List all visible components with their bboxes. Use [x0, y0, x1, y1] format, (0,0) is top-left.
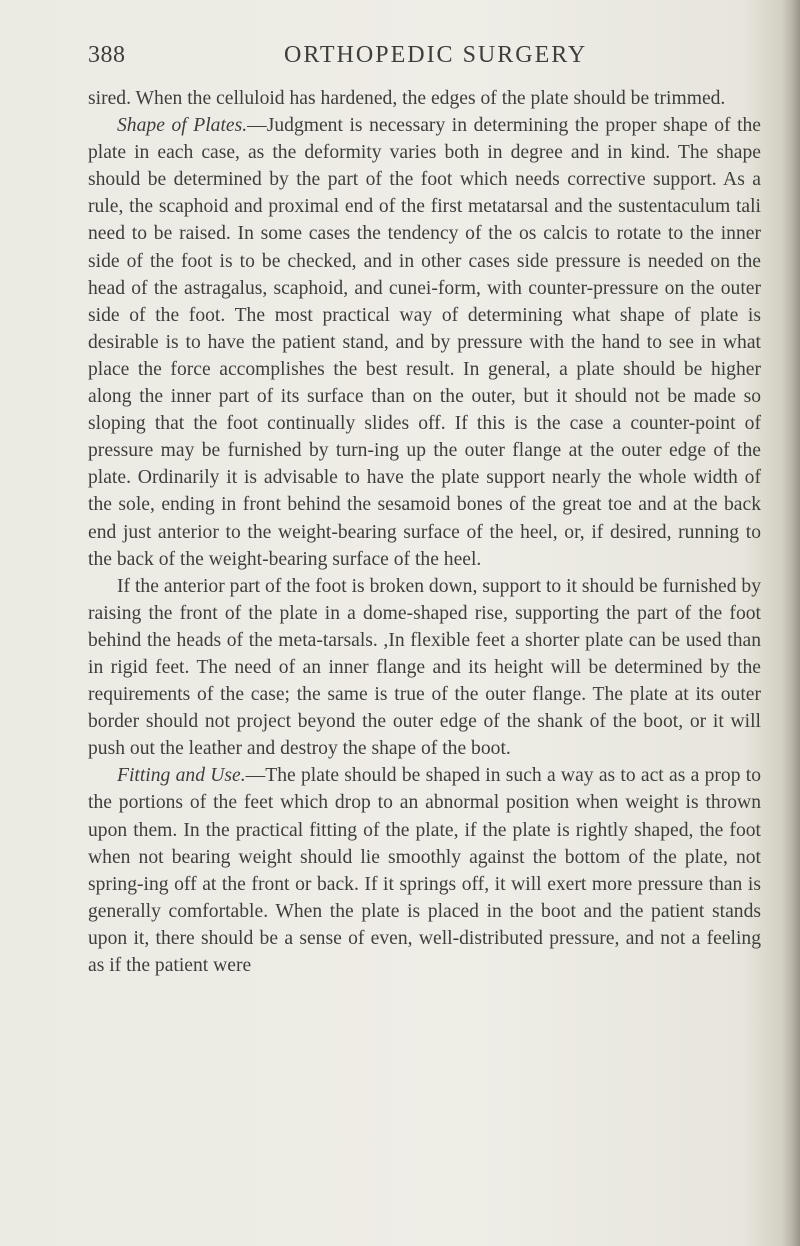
paragraph-anterior-support	[88, 573, 761, 763]
paragraph-fitting-and-use	[88, 762, 761, 979]
paragraph-shape-of-plates	[88, 112, 761, 573]
paragraph-continuation	[88, 85, 761, 112]
paragraph-text: sired. When the celluloid has hardened, the edges of the plate should be trimmed.	[88, 88, 726, 109]
paragraph-text: —The plate should be shaped in such a way as to act as a prop to the portions of the feet which drop to an abnormal position when weight is thrown upon them. In the practical fitting of the plate, if the plate is rightly shaped, the foot when not bearing weight should lie smoothly against the bottom of the plate, not spring-ing off at the front or back. If it springs off, it will exert more pressure than is generally comfortable. When the plate is placed in the boot and the patient stands upon it, there should be a sense of even, well-distributed pressure, and not a feeling as if the patient were	[88, 765, 761, 976]
run-in-heading-shape-of-plates: Shape of Plates.	[117, 115, 248, 137]
body-text	[88, 85, 761, 979]
page-number: 388	[88, 42, 126, 68]
page-edge-shadow	[782, 0, 800, 1246]
running-head	[88, 42, 750, 82]
run-in-heading-fitting-and-use: Fitting and Use.	[117, 765, 246, 787]
running-title: ORTHOPEDIC SURGERY	[284, 42, 588, 68]
paragraph-text: —Judgment is necessary in determining the proper shape of the plate in each case, as the deformity varies both in degree and in kind. The shape should be determined by the part of the foot which needs corrective support. As a rule, the scaphoid and proximal end of the first metatarsal and the sustentaculum tali need to be raised. In some cases the tendency of the os calcis to rotate to the inner side of the foot is to be checked, and in other cases side pressure is needed on the head of the astragalus, scaphoid, and cunei-form, with counter-pressure on the outer side of the foot. The most practical way of determining what shape of plate is desirable is to have the patient stand, and by pressure with the hand to see in what place the force accomplishes the best result. In general, a plate should be higher along the inner part of its surface than on the outer, but it should not be made so sloping that the foot continually slides off. If this is the case a counter-point of pressure may be furnished by turn-ing up the outer flange at the outer edge of the plate. Ordinarily it is advisable to have the plate support nearly the whole width of the sole, ending in front behind the sesamoid bones of the great toe and at the back end just anterior to the weight-bearing surface of the heel, or, if desired, running to the back of the weight-bearing surface of the heel.	[88, 115, 762, 570]
paragraph-text: If the anterior part of the foot is broken down, support to it should be furnished by raising the front of the plate in a dome-shaped rise, supporting the part of the foot behind the heads of the meta-tarsals. ,In flexible feet a shorter plate can be used than in rigid feet. The need of an inner flange and its height will be determined by the requirements of the case; the same is true of the outer flange. The plate at its outer border should not project beyond the outer edge of the shank of the boot, or it will push out the leather and destroy the shape of the boot.	[88, 575, 761, 760]
